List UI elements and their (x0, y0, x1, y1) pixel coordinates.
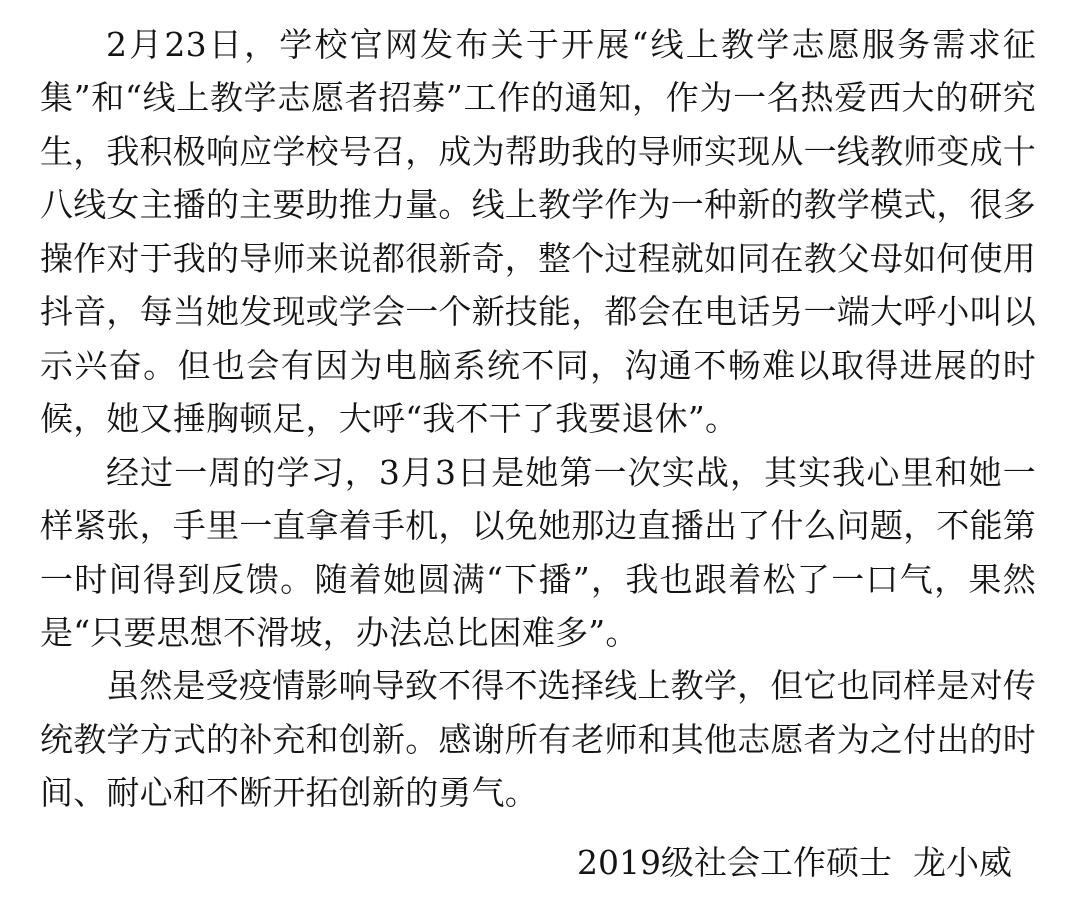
author-signature: 2019级社会工作硕士 龙小威 (577, 842, 1012, 882)
paragraph-2: 经过一周的学习，3月3日是她第一次实战，其实我心里和她一样紧张，手里一直拿着手机，以免她那边直播出了什么问题，不能第一时间得到反馈。随着她圆满“下播”，我也跟着松了一口气，果然是“只要思想不滑坡，办法总比困难多”。 (40, 452, 1036, 652)
article-body (40, 18, 1036, 820)
paragraph-3: 虽然是受疫情影响导致不得不选择线上教学，但它也同样是对传统教学方式的补充和创新。感谢所有老师和其他志愿者为之付出的时间、耐心和不断开拓创新的勇气。 (40, 666, 1036, 813)
paragraph-1: 2月23日，学校官网发布关于开展“线上教学志愿服务需求征集”和“线上教学志愿者招募”工作的通知，作为一名热爱西大的研究生，我积极响应学校号召，成为帮助我的导师实现从一线教师变成十八线女主播的主要助推力量。线上教学作为一种新的教学模式，很多操作对于我的导师来说都很新奇，整个过程就如同在教父母如何使用抖音，每当她发现或学会一个新技能，都会在电话另一端大呼小叫以示兴奋。但也会有因为电脑系统不同，沟通不畅难以取得进展的时候，她又捶胸顿足，大呼“我不干了我要退休”。 (40, 25, 1036, 439)
